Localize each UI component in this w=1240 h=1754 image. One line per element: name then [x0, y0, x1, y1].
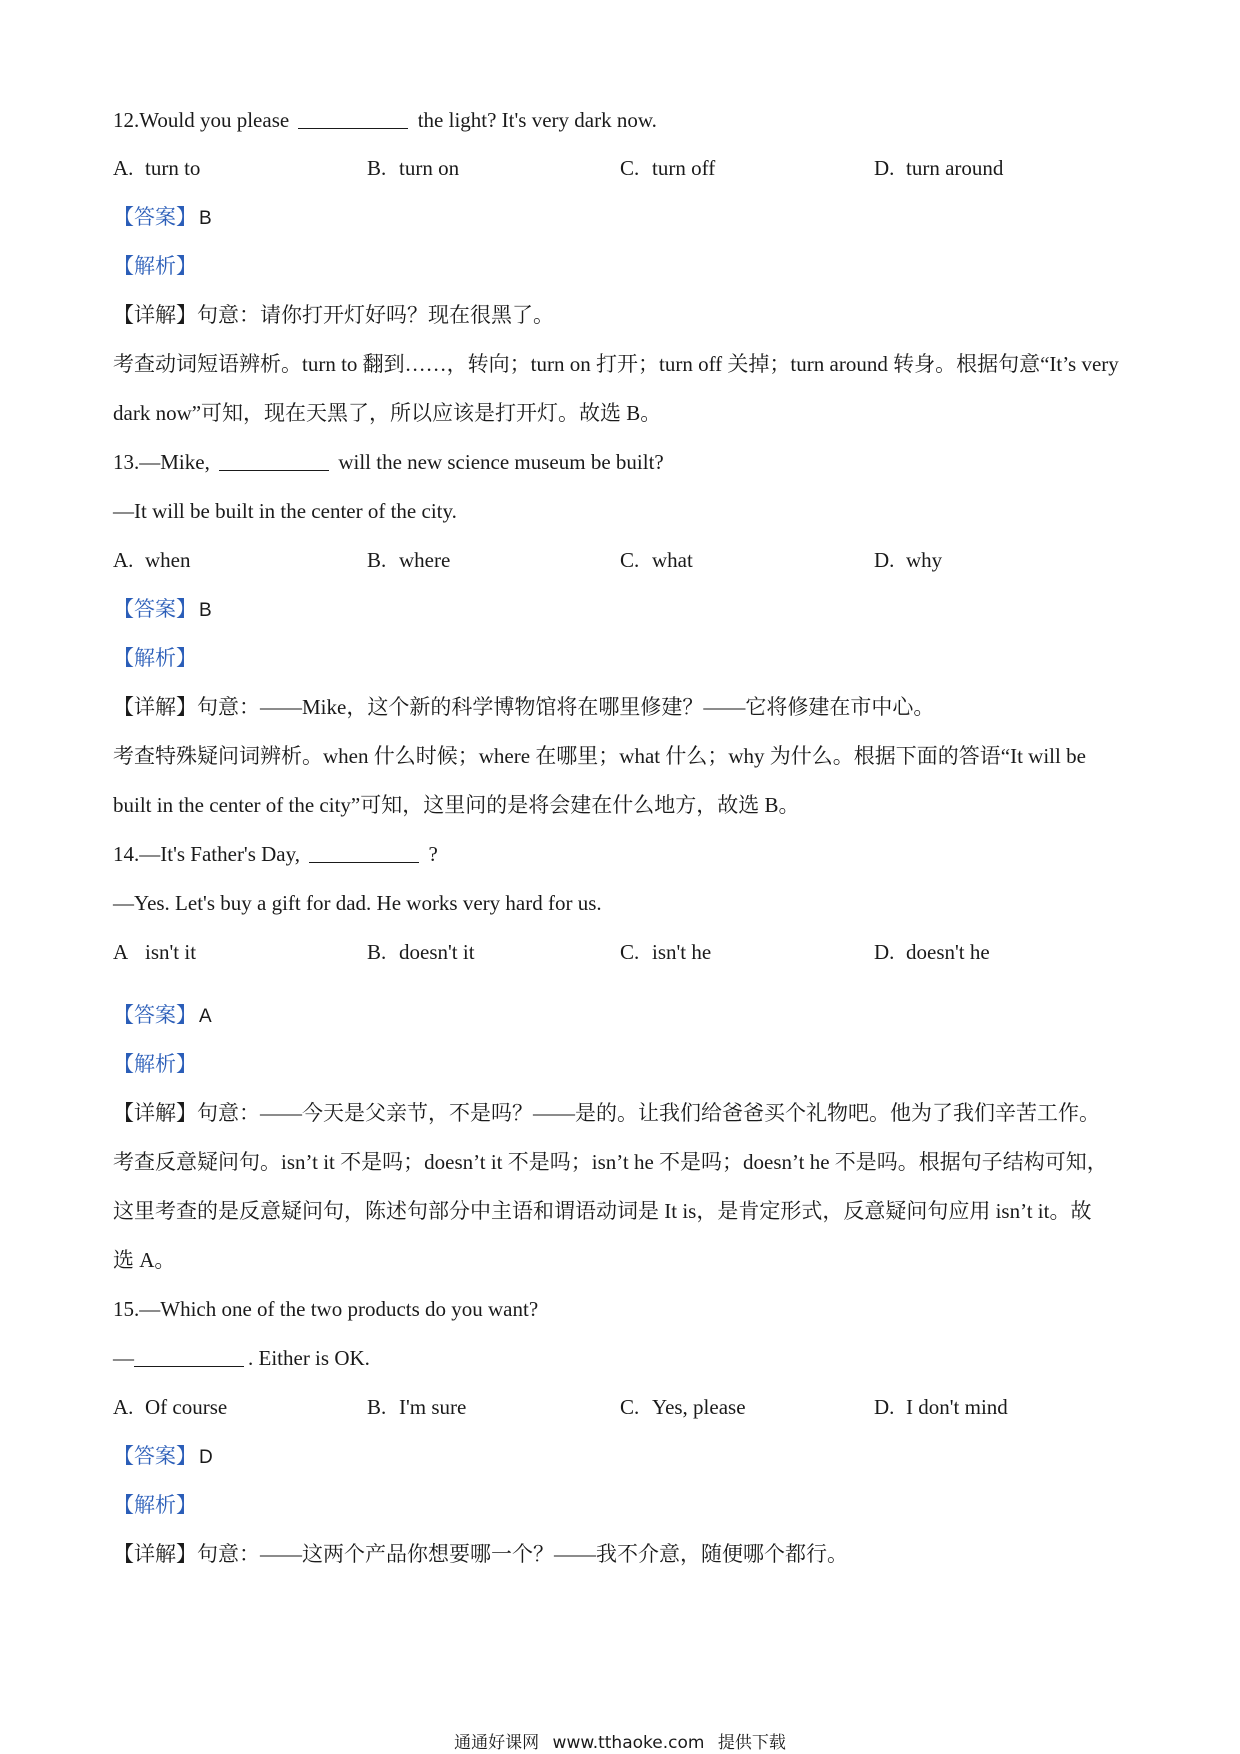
question-15-reply: — . Either is OK.: [113, 1346, 370, 1370]
q12-detail-line-1: 【详解】句意：请你打开灯好吗？现在很黑了。: [113, 303, 554, 327]
q14-option-a: A isn't it: [113, 940, 197, 964]
q15-option-a: A. Of course: [113, 1395, 228, 1419]
question-13-stem: 13.—Mike, will the new science museum be built?: [113, 450, 664, 474]
q12-answer: 【答案】 B: [113, 205, 212, 229]
q14-detail-line-1: 【详解】句意：——今天是父亲节，不是吗？——是的。让我们给爸爸买个礼物吧。他为了我们辛苦工作。: [113, 1101, 1100, 1125]
q12-option-c: C. turn off: [620, 156, 716, 180]
q14-analysis-tag: 【解析】: [113, 1052, 197, 1076]
q14-option-b: B. doesn't it: [367, 940, 475, 964]
q14-answer: 【答案】 A: [113, 1003, 212, 1027]
q15-answer: 【答案】 D: [113, 1444, 213, 1468]
q13-detail-line-3: built in the center of the city”可知，这里问的是将会建在什么地方，故选 B。: [113, 793, 800, 817]
q14-detail-line-3: 这里考查的是反意疑问句，陈述句部分中主语和谓语动词是 It is，是肯定形式，反意疑问句应用 isn’t it。故: [113, 1199, 1092, 1223]
question-13-reply: —It will be built in the center of the city.: [113, 499, 457, 523]
q13-option-c: C. what: [620, 548, 693, 572]
q14-detail-line-2: 考查反意疑问句。isn’t it 不是吗；doesn’t it 不是吗；isn’t he 不是吗；doesn’t he 不是吗。根据句子结构可知，: [113, 1150, 1108, 1174]
q15-detail-line-1: 【详解】句意：——这两个产品你想要哪一个？——我不介意，随便哪个都行。: [113, 1542, 848, 1566]
q15-option-c: C. Yes, please: [620, 1395, 746, 1419]
answer-blank: [134, 1346, 244, 1367]
q13-option-a: A. when: [113, 548, 191, 572]
q12-detail-line-3: dark now”可知，现在天黑了，所以应该是打开灯。故选 B。: [113, 401, 662, 425]
question-15-stem: 15.—Which one of the two products do you want?: [113, 1297, 539, 1321]
q14-option-d: D. doesn't he: [874, 940, 990, 964]
answer-blank: [309, 842, 419, 863]
footer-note: 提供下载: [717, 1733, 786, 1753]
footer-url[interactable]: www.tthaoke.com: [552, 1733, 705, 1753]
q14-option-c: C. isn't he: [620, 940, 712, 964]
page-footer: [0, 1728, 1240, 1753]
q13-detail-line-2: 考查特殊疑问词辨析。when 什么时候；where 在哪里；what 什么；why 为什么。根据下面的答语“It will be: [113, 744, 1086, 768]
footer-site-name: 通通好课网: [454, 1733, 540, 1753]
q12-option-d: D. turn around: [874, 156, 1004, 180]
q12-detail-line-2: 考查动词短语辨析。turn to 翻到……，转向；turn on 打开；turn off 关掉；turn around 转身。根据句意“It’s very: [113, 352, 1119, 376]
answer-blank: [219, 450, 329, 471]
q15-option-b: B. I'm sure: [367, 1395, 467, 1419]
q12-option-b: B. turn on: [367, 156, 460, 180]
q13-analysis-tag: 【解析】: [113, 646, 197, 670]
q14-detail-line-4: 选 A。: [113, 1248, 176, 1272]
q15-analysis-tag: 【解析】: [113, 1493, 197, 1517]
q13-option-b: B. where: [367, 548, 451, 572]
q13-answer: 【答案】 B: [113, 597, 212, 621]
q13-option-d: D. why: [874, 548, 943, 572]
q13-detail-line-1: 【详解】句意：——Mike，这个新的科学博物馆将在哪里修建？——它将修建在市中心。: [113, 695, 935, 719]
q12-option-a: A. turn to: [113, 156, 201, 180]
question-12-stem: 12.Would you please the light? It's very dark now.: [113, 108, 657, 132]
question-14-reply: —Yes. Let's buy a gift for dad. He works very hard for us.: [113, 891, 602, 915]
question-14-stem: 14.—It's Father's Day, ?: [113, 842, 438, 866]
q12-analysis-tag: 【解析】: [113, 254, 197, 278]
q15-option-d: D. I don't mind: [874, 1395, 1008, 1419]
answer-blank: [298, 108, 408, 129]
